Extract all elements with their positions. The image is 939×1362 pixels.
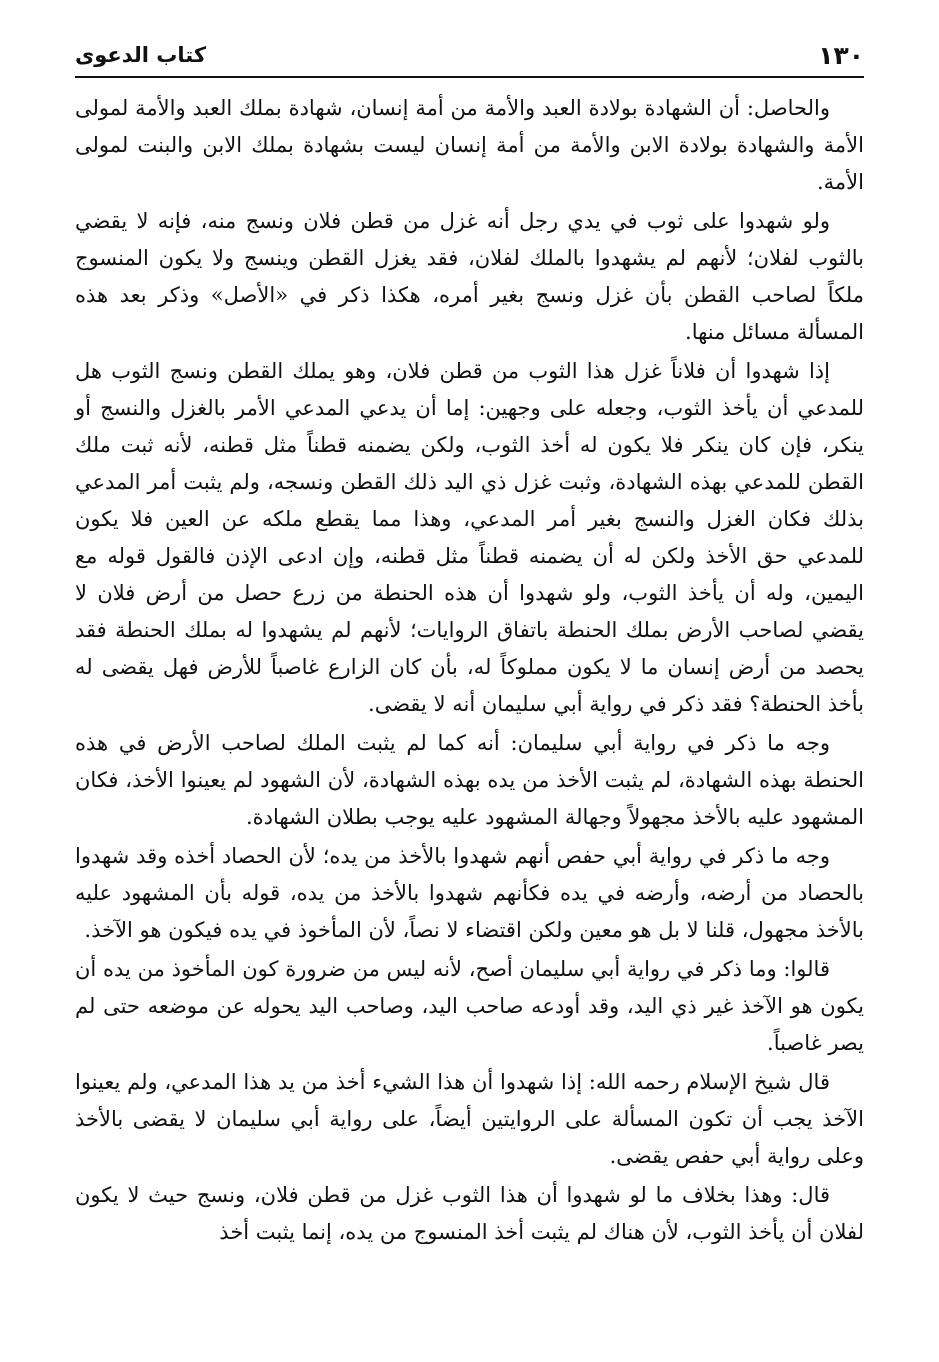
header-divider — [75, 76, 864, 78]
paragraph-spinning-cases: إذا شهدوا أن فلاناً غزل هذا الثوب من قطن فلان، وهو يملك القطن ونسج الثوب هل للمدعي أن يأخذ الثوب، وجعله على وجهين: إما أن يدعي المدعي الأمر بالغزل والنسج أو ينكر، فإن كان ينكر فلا يكون له أخذ الثوب، ولكن يضمنه قطناً مثل قطنه، لأنه ثبت ملك القطن للمدعي بهذه الشهادة، وثبت غزل ذي اليد ذلك القطن ونسجه، ولم يثبت أمر المدعي بذلك فكان الغزل والنسج بغير أمر المدعي، وهذا مما يقطع ملكه عن العين فلا يكون للمدعي حق الأخذ ولكن له أن يضمنه قطناً مثل قطنه، وإن ادعى الإذن فالقول قوله مع اليمين، وله أن يأخذ الثوب، ولو شهدوا أن هذه الحنطة من زرع حصل من أرض فلان لا يقضي لصاحب الأرض بملك الحنطة باتفاق الروايات؛ لأنهم لم يشهدوا له بملك الحنطة فقد يحصد من أرض إنسان ما لا يكون مملوكاً له، بأن كان الزارع غاصباً للأرض فهل يقضى له بأخذ الحنطة؟ فقد ذكر في رواية أبي سليمان أنه لا يقضى. — [75, 359, 864, 716]
paragraph-summary: والحاصل: أن الشهادة بولادة العبد والأمة من أمة إنسان، شهادة بملك العبد والأمة لمولى الأمة والشهادة بولادة الابن والأمة من أمة إنسان ليست بشهادة بملك الابن والبنت لمولى الأمة. — [75, 96, 864, 194]
paragraph-abu-sulayman-reasoning: وجه ما ذكر في رواية أبي سليمان: أنه كما لم يثبت الملك لصاحب الأرض في هذه الحنطة بهذه الشهادة، لم يثبت الأخذ من يده بهذه الشهادة، لأن الشهود لم يعينوا الأخذ، فكان المشهود عليه بالأخذ مجهولاً وجهالة المشهود عليه يوجب بطلان الشهادة. — [75, 731, 864, 829]
book-title: كتاب الدعوى — [75, 43, 207, 67]
paragraph-preferred-view: قالوا: وما ذكر في رواية أبي سليمان أصح، لأنه ليس من ضرورة كون المأخوذ من يده أن يكون هو الآخذ غير ذي اليد، وقد أودعه صاحب اليد، وصاحب اليد يحوله عن موضعه حتى لم يصر غاصباً. — [75, 957, 864, 1055]
page-number: ١٣٠ — [818, 41, 864, 70]
paragraph-garment-testimony: ولو شهدوا على ثوب في يدي رجل أنه غزل من قطن فلان ونسج منه، فإنه لا يقضي بالثوب لفلان؛ لأنهم لم يشهدوا بالملك لفلان، فقد يغزل القطن وينسج ولا يكون المنسوج ملكاً لصاحب القطن بأن غزل ونسج بغير أمره، هكذا ذكر في «الأصل» وذكر بعد هذه المسألة مسائل منها. — [75, 209, 864, 344]
paragraph-distinction: قال: وهذا بخلاف ما لو شهدوا أن هذا الثوب غزل من قطن فلان، ونسج حيث لا يكون لفلان أن يأخذ الثوب، لأن هناك لم يثبت أخذ المنسوج من يده، إنما يثبت أخذ — [75, 1183, 864, 1244]
paragraph-abu-hafs-reasoning: وجه ما ذكر في رواية أبي حفص أنهم شهدوا بالأخذ من يده؛ لأن الحصاد أخذه وقد شهدوا بالحصاد من أرضه، وأرضه في يده فكأنهم شهدوا بالأخذ من يده، قوله بأن المشهود عليه بالأخذ مجهول، قلنا لا بل هو معين ولكن اقتضاء لا نصاً، لأن المأخوذ في يده فيكون هو الآخذ. — [75, 844, 864, 942]
page-header — [75, 28, 864, 72]
page-body — [75, 90, 864, 1344]
paragraph-shaykh-al-islam: قال شيخ الإسلام رحمه الله: إذا شهدوا أن هذا الشيء أخذ من يد هذا المدعي، ولم يعينوا الآخذ يجب أن تكون المسألة على الروايتين أيضاً، على رواية أبي سليمان لا يقضى بالأخذ وعلى رواية أبي حفص يقضى. — [75, 1070, 864, 1168]
